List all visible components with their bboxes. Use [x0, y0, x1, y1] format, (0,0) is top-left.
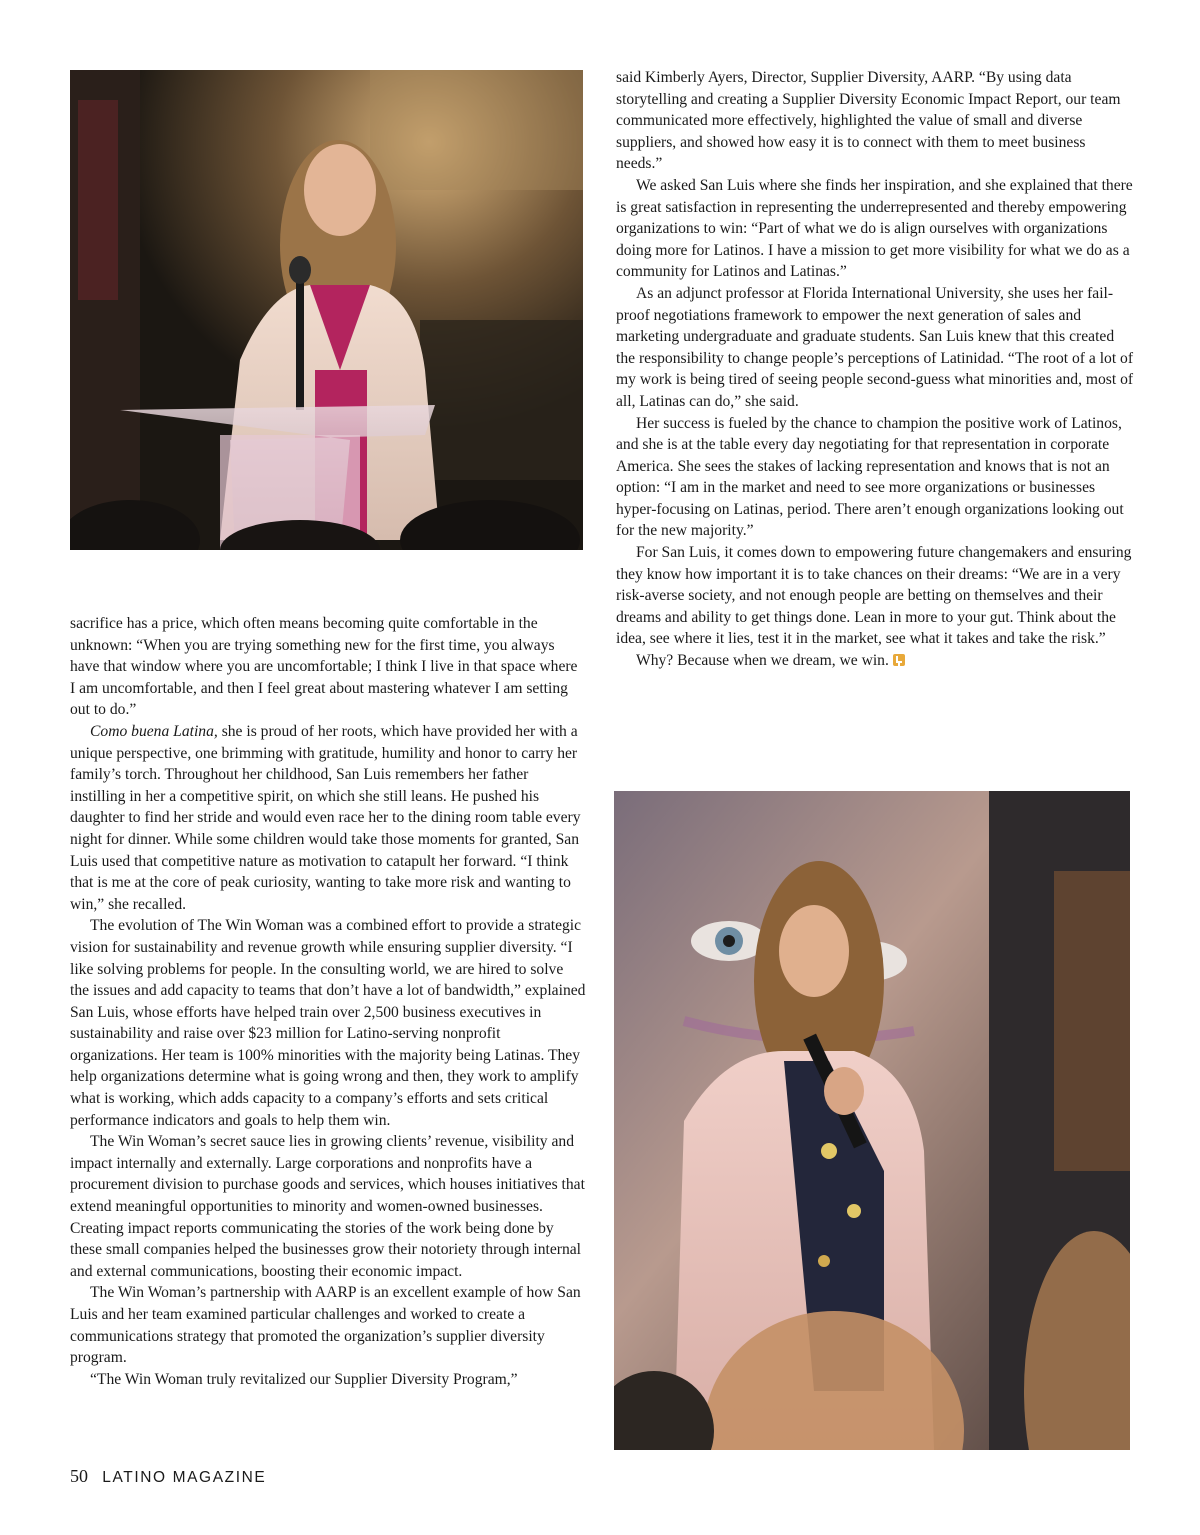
- closing-paragraph: [616, 650, 1134, 672]
- body-paragraph: Her success is fueled by the chance to champion the positive work of Latinos, and she is at the table every day negotiating for that representation in corporate America. She sees the stakes of lacking representation and knows that is not an option: “I am in the market and need to see more organizations or businesses hyper-focusing on Latinas, period. There aren’t enough organizations looking out for the new majority.”: [616, 414, 1124, 540]
- page-footer: [70, 1466, 266, 1488]
- latino-magazine-l-icon: [893, 654, 905, 666]
- podium-photo-art: [70, 70, 583, 550]
- body-paragraph: sacrifice has a price, which often means becoming quite comfortable in the unknown: “When you are trying something new for the first time, you always have that window where you are uncomfortable; I think I live in that space where I am uncomfortable, and then I feel great about mastering whatever I am setting out to do.”: [70, 615, 578, 719]
- italic-lead-phrase: Como buena Latina,: [90, 722, 218, 740]
- mural-photo-art: [614, 791, 1130, 1450]
- body-paragraph: As an adjunct professor at Florida International University, she uses her fail-proof negotiations framework to empower the next generation of sales and marketing undergraduate and graduate students. San Luis knew that this created the responsibility to change people’s perceptions of Latinidad. “The root of a lot of my work is being tired of seeing people second-guess what minorities and, most of all, Latinas can do,” she said.: [616, 284, 1134, 410]
- body-paragraph: The Win Woman’s partnership with AARP is an excellent example of how San Luis and her team examined particular challenges and worked to create a communications strategy that promoted the organization’s supplier diversity program.: [70, 1284, 581, 1367]
- speaker-with-microphone-mural-photo: [614, 791, 1130, 1450]
- body-paragraph: said Kimberly Ayers, Director, Supplier Diversity, AARP. “By using data storytelling and creating a Supplier Diversity Economic Impact Report, our team communicated more effectively, highlighted the value of small and diverse suppliers, and showed how easy it is to connect with them to meet business needs.”: [616, 69, 1121, 173]
- body-paragraph: The evolution of The Win Woman was a combined effort to provide a strategic vision for sustainability and revenue growth while ensuring supplier diversity. “I like solving problems for people. In the consulting world, we are hired to solve the issues and add capacity to teams that don’t have a lot of bandwidth,” explained San Luis, whose efforts have helped train over 2,500 business executives in sustainability and raise over $23 million for Latino-serving nonprofit organizations. Her team is 100% minorities with the majority being Latinas. They help organizations determine what is going wrong and then, they work to amplify what is working, which adds capacity to a company’s efforts and sets critical performance indicators and goals to help them win.: [70, 917, 586, 1129]
- magazine-name: LATINO MAGAZINE: [102, 1469, 267, 1486]
- right-text-column: [616, 67, 1134, 672]
- body-paragraph: “The Win Woman truly revitalized our Supplier Diversity Program,”: [90, 1370, 518, 1388]
- speaker-at-podium-photo: [70, 70, 583, 550]
- paragraph-text: she is proud of her roots, which have provided her with a unique perspective, one brimming with gratitude, humility and honor to carry her family’s torch. Throughout her childhood, San Luis remembers her father instilling in her a competitive spirit, on which she still leans. He pushed his daughter to find her stride and would even race her to the dining room table every night for dinner. While some children would take those moments for granted, San Luis used that competitive nature as motivation to catapult her forward. “I think that is me at the core of peak curiosity, wanting to take more risk and wanting to win,” she recalled.: [70, 722, 581, 913]
- closing-text: Why? Because when we dream, we win.: [636, 652, 889, 670]
- body-paragraph: We asked San Luis where she finds her inspiration, and she explained that there is great satisfaction in representing the underrepresented and thereby empowering organizations to win: “Part of what we do is align ourselves with organizations doing more for Latinos. I have a mission to get more visibility for what we do as a community for Latinos and Latinas.”: [616, 176, 1133, 281]
- body-paragraph: The Win Woman’s secret sauce lies in growing clients’ revenue, visibility and impact internally and externally. Large corporations and nonprofits have a procurement division to purchase goods and services, which houses initiatives that extend meaningful opportunities to minority and women-owned businesses. Creating impact reports communicating the stories of the work being done by these small companies helped the businesses grow their notoriety through internal and external communications, boosting their economic impact.: [70, 1133, 585, 1280]
- page-number: 50: [70, 1466, 88, 1486]
- body-paragraph: [70, 721, 586, 915]
- left-text-column: [70, 613, 586, 1390]
- body-paragraph: For San Luis, it comes down to empowering future changemakers and ensuring they know how important it is to take chances on their dreams: “We are in a very risk-averse society, and not enough people are betting on themselves and their dreams and ability to get things done. Lean in more to your gut. Think about the idea, see where it lies, test it in the market, see what it takes and take the risk.”: [616, 544, 1132, 648]
